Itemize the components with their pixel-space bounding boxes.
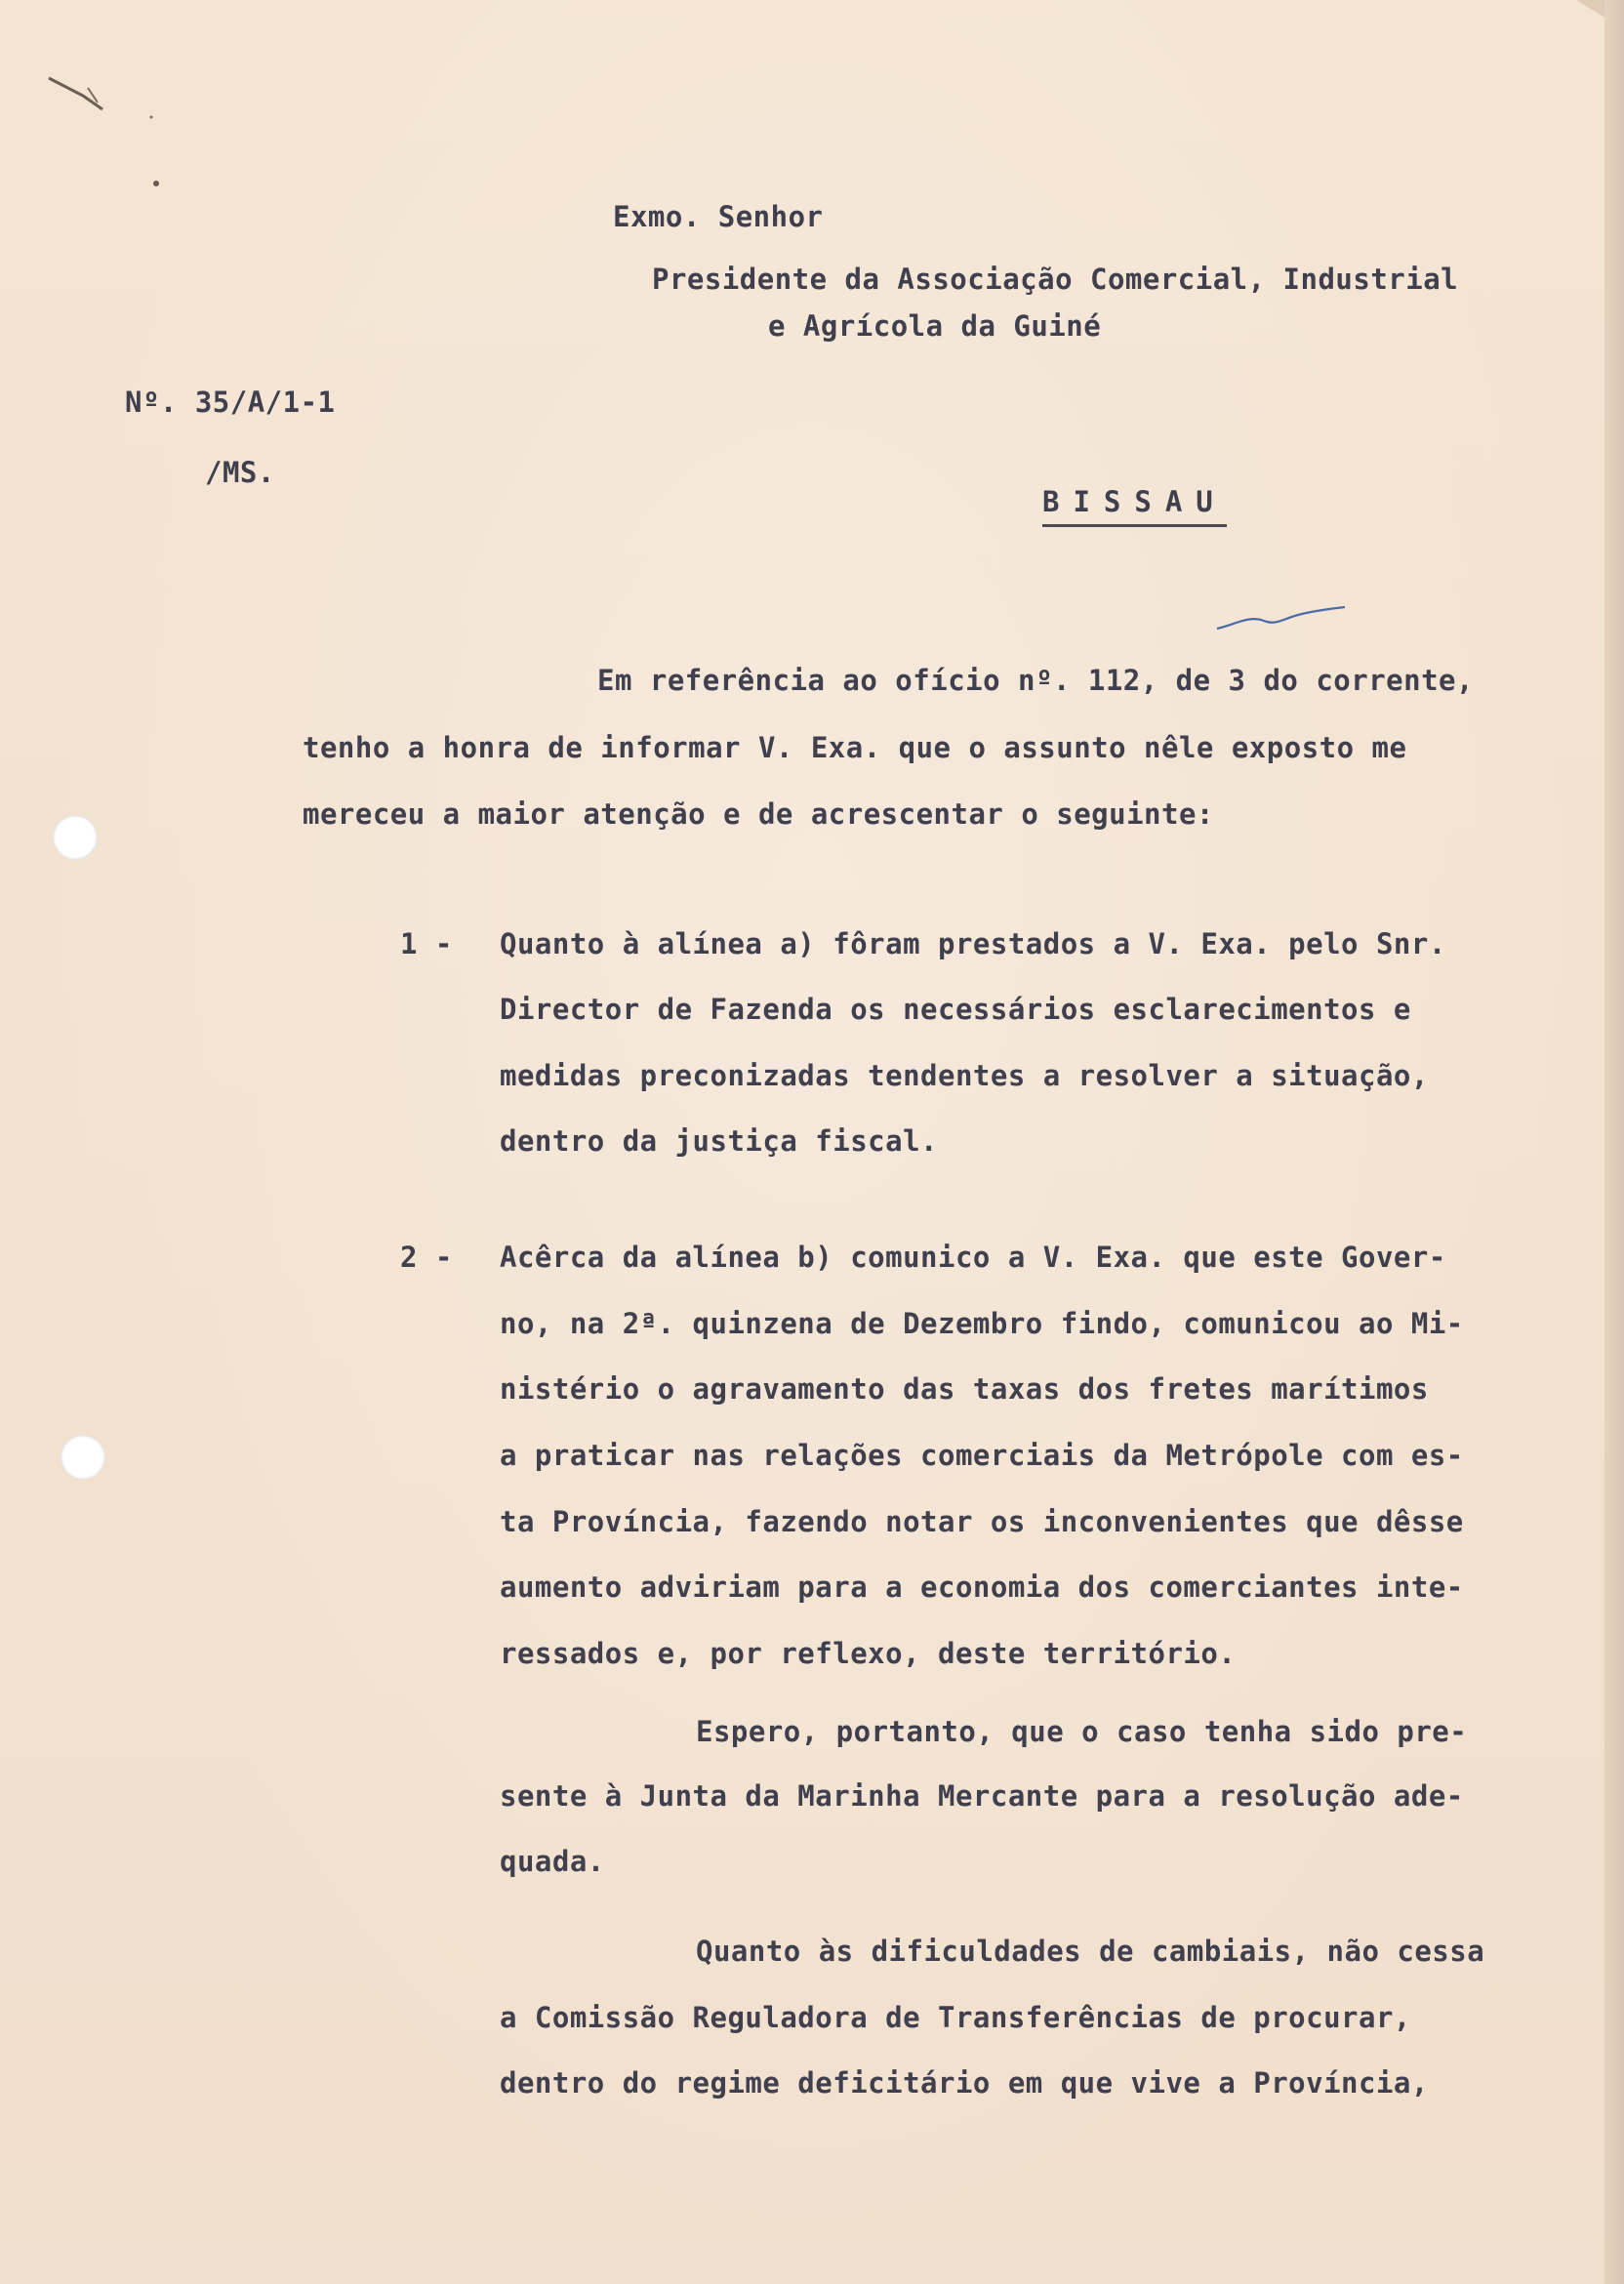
intro-line-3: mereceu a maior atenção e de acrescentar o seguinte: xyxy=(303,797,1214,831)
item-2-line: Acêrca da alínea b) comunico a V. Exa. que este Gover- xyxy=(500,1241,1446,1274)
addressee-line-1: Presidente da Associação Comercial, Industrial xyxy=(652,263,1459,296)
intro-line-1: Em referência ao ofício nº. 112, de 3 do corrente, xyxy=(597,664,1474,697)
item-2-line: aumento adviriam para a economia dos comerciantes inte- xyxy=(500,1570,1464,1604)
handwritten-mark xyxy=(1215,597,1347,636)
item-2-number: 2 - xyxy=(400,1241,453,1274)
item-1-line: dentro da justiça fiscal. xyxy=(500,1124,938,1158)
punch-hole-top xyxy=(53,815,98,860)
location-heading: BISSAU xyxy=(1042,488,1227,527)
cambiais-line: a Comissão Reguladora de Transferências de procurar, xyxy=(500,2001,1411,2034)
item-2-line: ressados e, por reflexo, deste território. xyxy=(500,1637,1237,1670)
cambiais-line: Quanto às dificuldades de cambiais, não cessa xyxy=(696,1935,1485,1968)
item-1-number: 1 - xyxy=(400,927,453,960)
reference-suffix: /MS. xyxy=(205,456,275,489)
espero-line: sente à Junta da Marinha Mercante para a resolução ade- xyxy=(500,1779,1464,1813)
reference-number: Nº. 35/A/1-1 xyxy=(125,386,336,419)
paper-right-edge xyxy=(1604,0,1624,2284)
cambiais-line: dentro do regime deficitário em que vive a Província, xyxy=(500,2066,1429,2100)
item-2-line: ta Província, fazendo notar os inconvenientes que dêsse xyxy=(500,1505,1464,1538)
salutation: Exmo. Senhor xyxy=(613,200,824,233)
item-1-line: Director de Fazenda os necessários esclarecimentos e xyxy=(500,993,1411,1026)
punch-hole-bottom xyxy=(61,1435,105,1480)
item-1-line: medidas preconizadas tendentes a resolver a situação, xyxy=(500,1059,1429,1092)
espero-line: Espero, portanto, que o caso tenha sido pre- xyxy=(696,1715,1468,1748)
item-2-line: no, na 2ª. quinzena de Dezembro findo, comunicou ao Mi- xyxy=(500,1307,1464,1340)
paper-scuff-marks xyxy=(29,59,166,205)
item-2-line: a praticar nas relações comerciais da Metrópole com es- xyxy=(500,1439,1464,1472)
intro-line-2: tenho a honra de informar V. Exa. que o assunto nêle exposto me xyxy=(303,731,1407,764)
item-2-line: nistério o agravamento das taxas dos fretes marítimos xyxy=(500,1372,1429,1406)
espero-line: quada. xyxy=(500,1845,605,1878)
item-1-line: Quanto à alínea a) fôram prestados a V. Exa. pelo Snr. xyxy=(500,927,1446,960)
addressee-line-2: e Agrícola da Guiné xyxy=(768,309,1102,343)
